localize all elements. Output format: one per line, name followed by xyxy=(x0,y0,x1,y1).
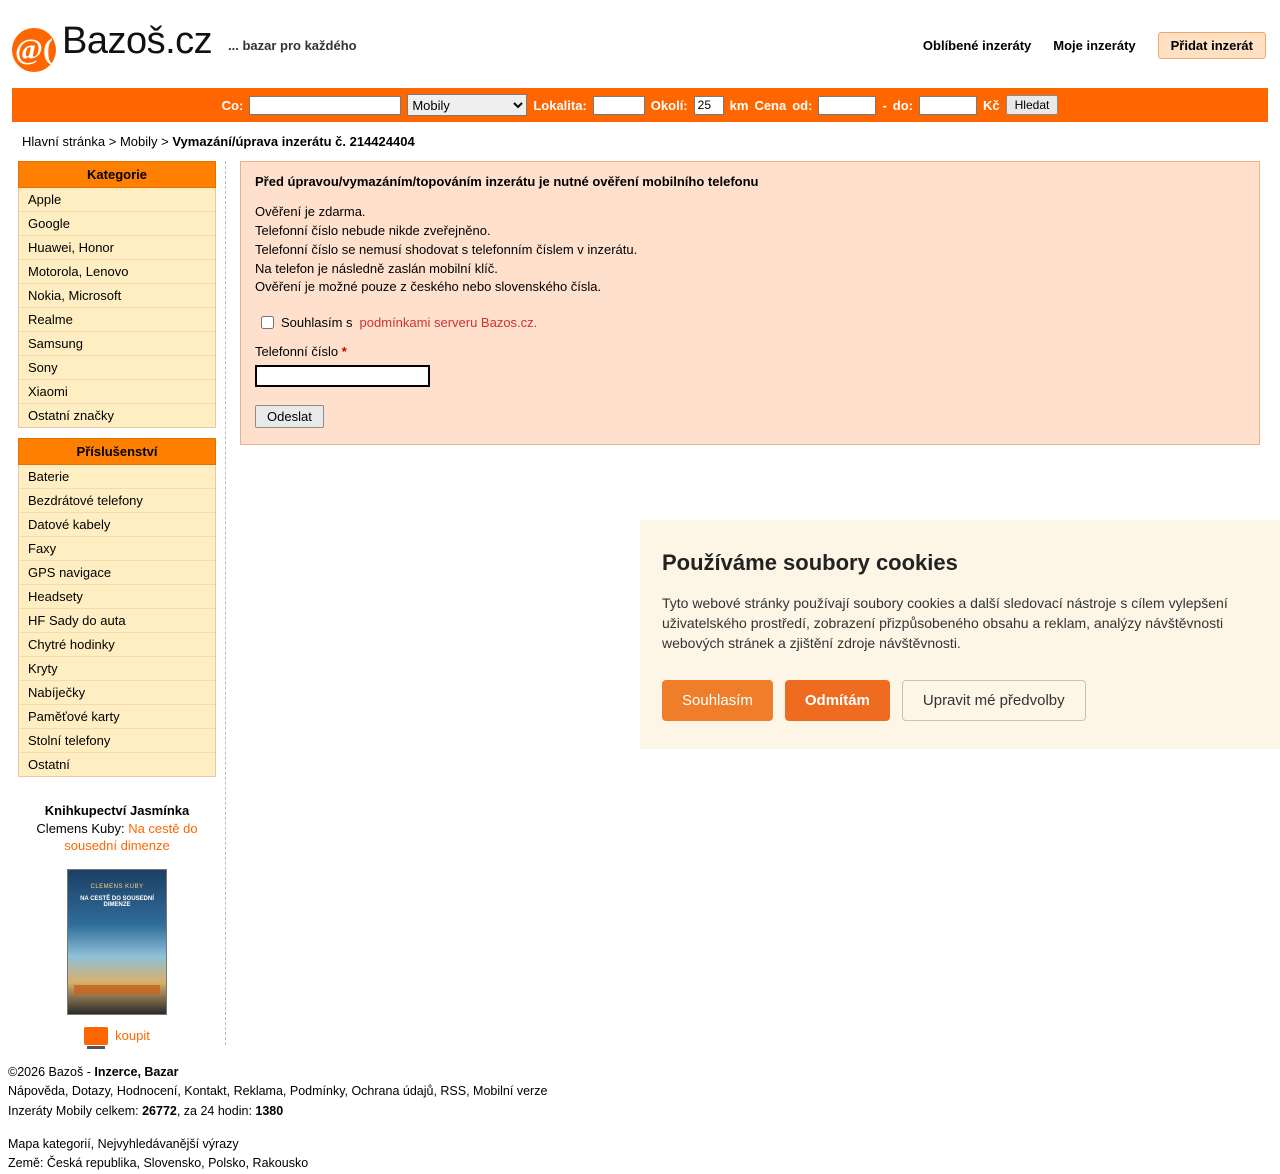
info-line-3: Telefonní číslo se nemusí shodovat s telefonním číslem v inzerátu. xyxy=(255,241,638,257)
sidebar-item-baterie[interactable] xyxy=(19,465,215,489)
cookie-accept-button[interactable]: Souhlasím xyxy=(662,680,773,721)
search-submit-button[interactable]: Hledat xyxy=(1006,95,1059,115)
page-header xyxy=(0,0,1280,88)
logo-name: Bazoš xyxy=(62,20,166,62)
buy-row[interactable] xyxy=(18,1027,216,1045)
footer-copyright: ©2026 Bazoš - xyxy=(8,1064,91,1079)
phone-label-text: Telefonní číslo xyxy=(255,344,339,360)
sidebar-item-nabijecky[interactable] xyxy=(19,681,215,705)
sidebar-item-faxy[interactable] xyxy=(19,537,215,561)
sidebar-label-huawei[interactable]: Huawei, Honor xyxy=(28,240,114,255)
accessories-box xyxy=(18,438,216,777)
cart-icon xyxy=(84,1027,108,1045)
footer-stats-prefix: Inzeráty Mobily celkem: xyxy=(8,1103,139,1118)
sidebar-label-ostatni[interactable]: Ostatní xyxy=(28,757,70,772)
sidebar-label-faxy[interactable]: Faxy xyxy=(28,541,57,556)
promo-author: Clemens Kuby: xyxy=(36,821,125,836)
sidebar-item-headsety[interactable] xyxy=(19,585,215,609)
terms-checkbox[interactable] xyxy=(261,316,274,329)
locality-input[interactable] xyxy=(593,96,645,115)
sidebar-item-hf-sady[interactable] xyxy=(19,609,215,633)
footer-stats-total: 26772 xyxy=(142,1103,177,1118)
search-input[interactable] xyxy=(249,96,401,115)
sidebar-label-hf-sady[interactable]: HF Sady do auta xyxy=(28,613,126,628)
sidebar-item-gps[interactable] xyxy=(19,561,215,585)
info-line-5: Ověření je možné pouze z českého nebo slovenského čísla. xyxy=(255,279,602,295)
promo-book-title[interactable]: Na cestě do sousední dimenze xyxy=(64,821,198,853)
search-locality-label: Lokalita: xyxy=(533,97,587,113)
sidebar-label-hodinky[interactable]: Chytré hodinky xyxy=(28,637,115,652)
sidebar-item-sony[interactable] xyxy=(19,356,215,380)
add-ad-button[interactable]: Přidat inzerát xyxy=(1158,32,1266,59)
currency-label: Kč xyxy=(983,97,1000,113)
sidebar-label-headsety[interactable]: Headsety xyxy=(28,589,83,604)
sidebar-item-realme[interactable] xyxy=(19,308,215,332)
price-to-input[interactable] xyxy=(919,96,977,115)
terms-label: Souhlasím s xyxy=(281,315,353,331)
sidebar-item-chytre-hodinky[interactable] xyxy=(19,633,215,657)
book-cover-image[interactable] xyxy=(67,869,167,1015)
terms-agreement-row xyxy=(255,315,1245,330)
sidebar-item-other-brands[interactable] xyxy=(19,404,215,427)
site-slogan: ... bazar pro každého xyxy=(228,38,357,53)
required-asterisk: * xyxy=(341,344,347,360)
footer-stats-mid: , za 24 hodin: xyxy=(176,1103,252,1118)
price-dash: - xyxy=(882,97,887,113)
breadcrumb xyxy=(22,134,1280,149)
site-logo[interactable] xyxy=(12,20,212,66)
sidebar-label-bezdratove[interactable]: Bezdrátové telefony xyxy=(28,493,143,508)
search-bar xyxy=(12,88,1268,122)
cookie-text: Tyto webové stránky používají soubory cookies a další sledovací nástroje s cílem vylepšení uživatelského prostředí, zobrazení přizpůsobeného obsahu a reklam, analýzy návštěvnosti webových stránek a zjištění zdroje návštěvnosti. xyxy=(662,595,1228,651)
info-line-4: Na telefon je následně zaslán mobilní klíč. xyxy=(255,260,498,276)
sidebar-label-samsung[interactable]: Samsung xyxy=(28,336,83,351)
sidebar-label-baterie[interactable]: Baterie xyxy=(28,469,70,484)
sidebar-label-other-brands[interactable]: Ostatní značky xyxy=(28,408,114,423)
top-navigation xyxy=(923,32,1266,59)
price-from-label: od: xyxy=(792,97,813,113)
book-cover-author: CLEMENS KUBY xyxy=(90,883,144,890)
footer-stats-day: 1380 xyxy=(255,1103,284,1118)
sidebar-label-karty[interactable]: Paměťové karty xyxy=(28,709,120,724)
submit-button[interactable]: Odeslat xyxy=(255,405,324,428)
sidebar-item-huawei[interactable] xyxy=(19,236,215,260)
cookie-buttons xyxy=(662,680,1258,721)
sidebar-label-apple[interactable]: Apple xyxy=(28,192,62,207)
sidebar-item-xiaomi[interactable] xyxy=(19,380,215,404)
at-logo-icon: @( xyxy=(12,28,56,72)
cookie-reject-button[interactable]: Odmítám xyxy=(785,680,890,721)
footer-countries[interactable]: Země: Česká republika, Slovensko, Polsko, Rakousko xyxy=(8,1156,309,1171)
price-to-label: do: xyxy=(892,97,914,113)
phone-verification-panel xyxy=(240,161,1260,445)
phone-input[interactable] xyxy=(255,365,430,387)
info-line-2: Telefonní číslo nebude nikde zveřejněno. xyxy=(255,222,491,238)
breadcrumb-category[interactable]: Mobily xyxy=(119,134,158,149)
breadcrumb-separator-2: > xyxy=(161,134,169,149)
sidebar-item-ostatni[interactable] xyxy=(19,753,215,776)
sidebar-label-nabijecky[interactable]: Nabíječky xyxy=(28,685,86,700)
phone-field-label xyxy=(255,344,1245,359)
page-footer xyxy=(8,1063,1280,1174)
sidebar-label-kabely[interactable]: Datové kabely xyxy=(28,517,111,532)
sidebar-item-motorola[interactable] xyxy=(19,260,215,284)
sidebar-label-motorola[interactable]: Motorola, Lenovo xyxy=(28,264,129,279)
footer-stats xyxy=(8,1102,1280,1121)
footer-links[interactable]: Nápověda, Dotazy, Hodnocení, Kontakt, Reklama, Podmínky, Ochrana údajů, RSS, Mobilní verze xyxy=(8,1084,548,1099)
sidebar-label-xiaomi[interactable]: Xiaomi xyxy=(28,384,68,399)
breadcrumb-separator-1: > xyxy=(108,134,117,149)
terms-link[interactable]: podmínkami serveru Bazos.cz. xyxy=(359,315,538,331)
verification-info xyxy=(255,203,1245,297)
footer-copyright-link[interactable]: Inzerce, Bazar xyxy=(94,1064,179,1079)
sidebar-item-google[interactable] xyxy=(19,212,215,236)
accessories-list xyxy=(18,465,216,777)
sidebar-item-apple[interactable] xyxy=(19,188,215,212)
promo-shop-name: Knihkupectví Jasmínka xyxy=(44,803,190,818)
sidebar-item-kryty[interactable] xyxy=(19,657,215,681)
sidebar-label-gps[interactable]: GPS navigace xyxy=(28,565,112,580)
sidebar-label-sony[interactable]: Sony xyxy=(28,360,58,375)
sidebar-item-samsung[interactable] xyxy=(19,332,215,356)
footer-copyright-row xyxy=(8,1063,1280,1082)
promo-book-line xyxy=(18,821,216,855)
logo-wordmark xyxy=(62,20,212,63)
book-promo xyxy=(18,803,216,1045)
price-label: Cena xyxy=(754,97,787,113)
breadcrumb-home[interactable]: Hlavní stránka xyxy=(22,134,106,149)
footer-spacer xyxy=(8,1121,1280,1135)
main-content xyxy=(240,161,1262,445)
sidebar-item-datove-kabely[interactable] xyxy=(19,513,215,537)
sidebar-label-stolni[interactable]: Stolní telefony xyxy=(28,733,111,748)
sidebar-label-kryty[interactable]: Kryty xyxy=(28,661,58,676)
search-radius-label: Okolí: xyxy=(650,97,688,113)
info-line-1: Ověření je zdarma. xyxy=(255,204,366,219)
footer-map-links[interactable]: Mapa kategorií, Nejvyhledávanější výrazy xyxy=(8,1136,239,1151)
breadcrumb-current: Vymazání/úprava inzerátu č. 214424404 xyxy=(172,134,415,149)
sidebar-label-nokia[interactable]: Nokia, Microsoft xyxy=(28,288,122,303)
categories-box xyxy=(18,161,216,428)
categories-list xyxy=(18,188,216,428)
verification-title: Před úpravou/vymazáním/topováním inzerátu je nutné ověření mobilního telefonu xyxy=(255,174,759,189)
sidebar-item-pametove-karty[interactable] xyxy=(19,705,215,729)
sidebar-label-realme[interactable]: Realme xyxy=(28,312,73,327)
cookie-preferences-button[interactable]: Upravit mé předvolby xyxy=(902,680,1086,721)
accessories-title: Příslušenství xyxy=(18,438,216,465)
cookie-title: Používáme soubory cookies xyxy=(662,550,958,575)
category-select[interactable] xyxy=(407,94,527,116)
cookie-banner xyxy=(640,520,1280,749)
sidebar-label-google[interactable]: Google xyxy=(28,216,70,231)
buy-link[interactable]: koupit xyxy=(115,1028,150,1044)
km-unit-label: km xyxy=(729,97,749,113)
book-cover-strip xyxy=(74,985,160,994)
book-cover-title: NA CESTĚ DO SOUSEDNÍ DIMENZE xyxy=(80,895,154,908)
price-from-input[interactable] xyxy=(818,96,876,115)
logo-tld: .cz xyxy=(165,20,213,62)
nav-my-ads[interactable]: Moje inzeráty xyxy=(1053,38,1136,53)
sidebar-item-stolni-telefony[interactable] xyxy=(19,729,215,753)
search-what-label: Co: xyxy=(221,97,244,113)
categories-title: Kategorie xyxy=(18,161,216,188)
nav-favourite-ads[interactable]: Oblíbené inzeráty xyxy=(922,38,1032,53)
sidebar xyxy=(18,161,226,1045)
sidebar-item-nokia[interactable] xyxy=(19,284,215,308)
radius-input[interactable] xyxy=(694,96,724,115)
sidebar-item-bezdratove-telefony[interactable] xyxy=(19,489,215,513)
